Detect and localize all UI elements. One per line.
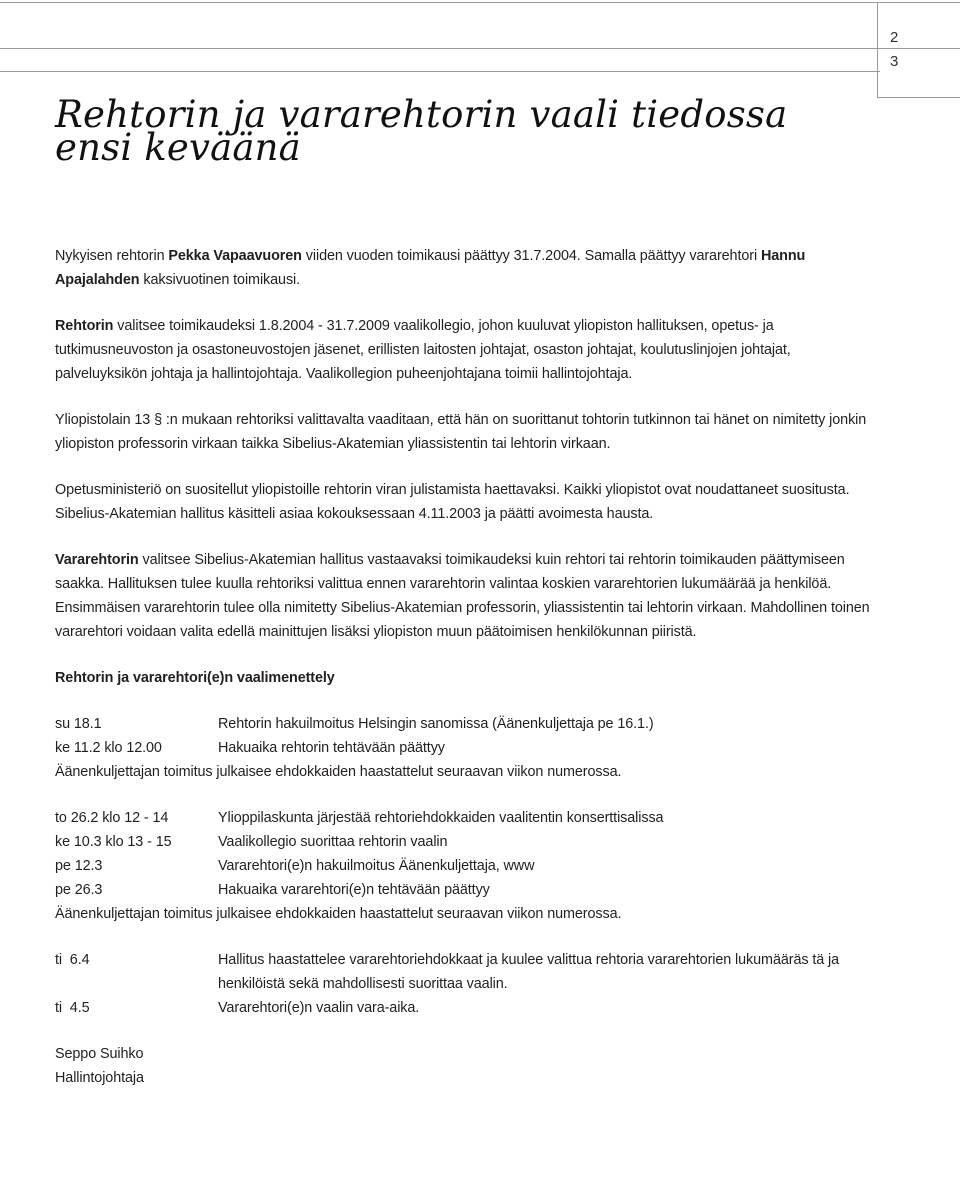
schedule-event: Hakuaika rehtorin tehtävään päättyy [218, 740, 445, 756]
schedule-rector [55, 712, 877, 760]
schedule-date: ti 6.4 [55, 952, 90, 968]
schedule-date: pe 12.3 [55, 858, 103, 874]
procedure-subheading: Rehtorin ja vararehtori(e)n vaalimenettely [55, 670, 335, 686]
schedule-event: Vararehtori(e)n vaalin vara-aika. [218, 1000, 420, 1016]
header-rule-top [0, 2, 960, 3]
header-rule-vertical [877, 2, 878, 98]
intro-name-rector: Pekka Vapaavuoren [168, 248, 302, 264]
schedule-date: to 26.2 klo 12 - 14 [55, 810, 169, 826]
university-law-paragraph: Yliopistolain 13 § :n mukaan rehtoriksi valittavalta vaaditaan, että hän on suorittanut tohtorin tutkinnon tai hänet on nimitetty jonkin yliopiston professorin virkaan taikka Sibelius-Akatemian yliassistentin tai lehtorin virkaan. [55, 412, 867, 452]
header-rule-middle [0, 48, 960, 49]
schedule-row [55, 948, 877, 996]
intro-text-2: viiden vuoden toimikausi päättyy 31.7.2004. Samalla päättyy vararehtori [301, 248, 761, 264]
schedule-event: Vaalikollegio suorittaa rehtorin vaalin [218, 834, 448, 850]
intro-name-vicerector: Hannu Apajalahden [55, 248, 806, 288]
schedule-row [55, 996, 877, 1020]
vicerector-paragraph [55, 548, 877, 644]
schedule-date: su 18.1 [55, 716, 102, 732]
schedule-date: ti 4.5 [55, 1000, 90, 1016]
article-title: Rehtorin ja vararehtorin vaali tiedossa ensi keväänä [55, 93, 788, 169]
schedule-event: Hallitus haastattelee vararehtoriehdokkaat ja kuulee valittua rehtoria vararehtorien lukumääräs tä ja henkilöistä sekä mahdollisesti suorittaa vaalin. [218, 952, 840, 992]
signature-role: Hallintojohtaja [55, 1070, 144, 1086]
schedule-date: pe 26.3 [55, 882, 103, 898]
schedule-row [55, 806, 877, 830]
schedule-row [55, 830, 877, 854]
schedule-date: ke 10.3 klo 13 - 15 [55, 834, 172, 850]
page-number-right: 3 [890, 53, 899, 70]
schedule-row [55, 736, 877, 760]
schedule-row [55, 878, 877, 902]
intro-text-1: Nykyisen rehtorin [55, 248, 169, 264]
vicerector-text: valitsee Sibelius-Akatemian hallitus vastaavaksi toimikaudeksi kuin rehtori tai rehtorin toimikauden päättymiseen saakka. Hallituksen tulee kuulla rehtoriksi valittua ennen vararehtorin valintaa koskien vararehtorien lukumäärää ja henkilöä. Ensimmäisen vararehtorin tulee olla nimitetty Sibelius-Akatemian professorin, yliassistentin tai lehtorin virkaan. Mahdollinen toinen vararehtori voidaan valita edellä mainittujen lisäksi yliopiston muun päätoimisen henkilökunnan piiristä. [55, 552, 870, 640]
signature-name: Seppo Suihko [55, 1046, 144, 1062]
rector-election-paragraph [55, 314, 877, 386]
schedule-event: Vararehtori(e)n hakuilmoitus Äänenkuljettaja, www [218, 858, 535, 874]
interview-note-1: Äänenkuljettajan toimitus julkaisee ehdokkaiden haastattelut seuraavan viikon numerossa. [55, 764, 622, 780]
signature [55, 1042, 877, 1090]
intro-paragraph [55, 244, 877, 292]
rector-election-text: valitsee toimikaudeksi 1.8.2004 - 31.7.2009 vaalikollegio, johon kuuluvat yliopiston hallituksen, opetus- ja tutkimusneuvoston ja osastoneuvostojen jäsenet, erillisten laitosten johtajat, osaston johtajat, koulutuslinjojen johtajat, palveluyksikön johtaja ja hallintojohtaja. Vaalikollegion puheenjohtajana toimii hallintojohtaja. [55, 318, 791, 382]
page-number-left: 2 [890, 29, 899, 46]
schedule-row [55, 854, 877, 878]
header-rule-bottom [0, 71, 880, 72]
schedule-vicerector [55, 948, 877, 1020]
rector-keyword: Rehtorin [55, 318, 114, 334]
interview-note-2: Äänenkuljettajan toimitus julkaisee ehdokkaiden haastattelut seuraavan viikon numerossa. [55, 906, 622, 922]
schedule-event: Hakuaika vararehtori(e)n tehtävään päättyy [218, 882, 490, 898]
schedule-event: Ylioppilaskunta järjestää rehtoriehdokkaiden vaalitentin konserttisalissa [218, 810, 664, 826]
schedule-date: ke 11.2 klo 12.00 [55, 740, 162, 756]
vicerector-keyword: Vararehtorin [55, 552, 139, 568]
schedule-event: Rehtorin hakuilmoitus Helsingin sanomissa (Äänenkuljettaja pe 16.1.) [218, 716, 654, 732]
article-body [55, 244, 877, 1090]
ministry-paragraph: Opetusministeriö on suositellut yliopistoille rehtorin viran julistamista haettavaksi. Kaikki yliopistot ovat noudattaneet suositusta. Sibelius-Akatemian hallitus käsitteli asiaa kokouksessaan 4.11.2003 ja päätti avoimesta hausta. [55, 482, 850, 522]
schedule-row [55, 712, 877, 736]
header-rule-right [877, 97, 960, 98]
schedule-election [55, 806, 877, 902]
intro-text-3: kaksivuotinen toimikausi. [139, 272, 301, 288]
